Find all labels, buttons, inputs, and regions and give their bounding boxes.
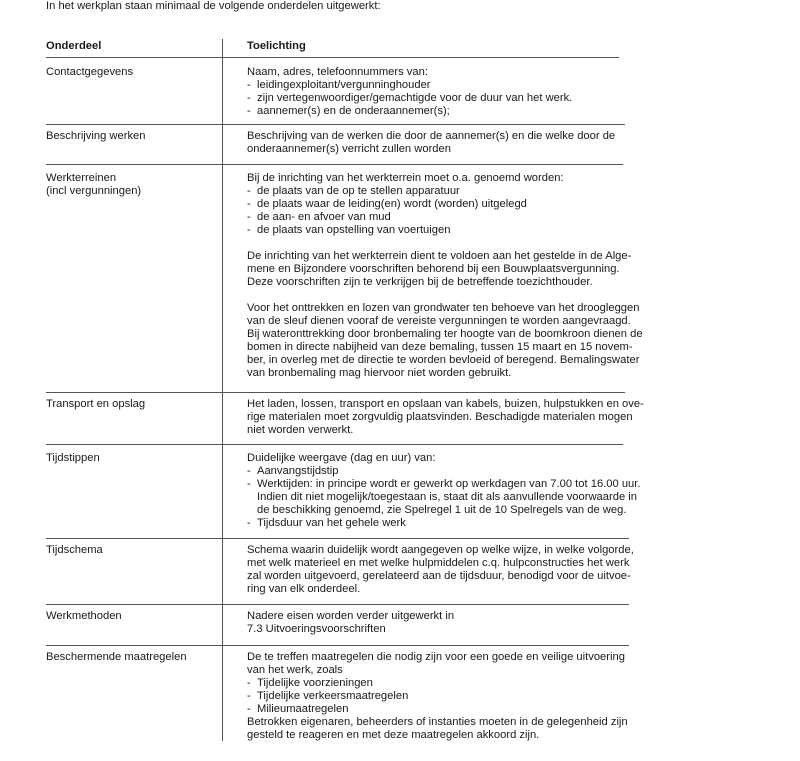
explanation-line: niet worden verwerkt.: [247, 424, 354, 436]
paragraph-gap: [247, 237, 642, 250]
row-rule: [46, 164, 623, 165]
bullet-text: de plaats van de op te stellen apparatuur: [257, 185, 460, 197]
explanation-line: met welk materieel en met welke hulpmiddelen c.q. hulpconstructies het werk: [247, 557, 630, 569]
row-explanation: [247, 66, 642, 118]
explanation-line: Beschrijving van de werken die door de aannemer(s) en die welke door de: [247, 130, 616, 142]
explanation-line: Nadere eisen worden verder uitgewerkt in: [247, 610, 455, 622]
explanation-line: mene en Bijzondere voorschriften behorend bij een Bouwplaatsvergunning.: [247, 263, 620, 275]
bullet-text: de aan- en afvoer van mud: [257, 211, 391, 223]
bullet-continuation: de beschikking genoemd, zie Spelregel 1 uit de 10 Spelregels van de weg.: [257, 504, 627, 516]
explanation-line: Duidelijke weergave (dag en uur) van:: [247, 452, 436, 464]
bullet-item: [247, 478, 642, 491]
row-explanation: [247, 398, 642, 437]
explanation-line: gesteld te reageren en met deze maatregelen akkoord zijn.: [247, 729, 540, 741]
dash-bullet-icon: -: [247, 211, 251, 223]
bullet-item: [247, 517, 642, 530]
intro-text: In het werkplan staan minimaal de volgende onderdelen uitgewerkt:: [46, 0, 381, 12]
explanation-line: De inrichting van het werkterrein dient te voldoen aan het gestelde in de Alge-: [247, 250, 632, 262]
bullet-text: de plaats waar de leiding(en) wordt (worden) uitgelegd: [257, 198, 527, 210]
row-label-line: Beschrijving werken: [46, 130, 146, 142]
row-label: [46, 130, 216, 143]
paragraph-gap: [247, 289, 642, 302]
row-rule: [46, 444, 623, 445]
explanation-line: van het werk, zoals: [247, 664, 343, 676]
dash-bullet-icon: -: [247, 478, 251, 490]
bullet-continuation: Indien dit niet mogelijk/toegestaan is, staat dit als aanvullende voorwaarde in: [257, 491, 637, 503]
explanation-line: Voor het onttrekken en lozen van grondwater ten behoeve van het droogleggen: [247, 302, 640, 314]
explanation-line: ber, in overleg met de directie te worden bevloeid of beregend. Bemalingswater: [247, 354, 640, 366]
bullet-item: [247, 92, 642, 105]
dash-bullet-icon: -: [247, 677, 251, 689]
row-explanation: [247, 610, 642, 636]
explanation-line: bomen in directe nabijheid van deze bemaling, tussen 15 maart en 15 novem-: [247, 341, 633, 353]
explanation-line: van de sleuf dienen vooraf de vereiste vergunningen te worden aangevraagd.: [247, 315, 631, 327]
bullet-item: [247, 105, 642, 118]
bullet-text: Tijdelijke verkeersmaatregelen: [257, 690, 409, 702]
explanation-line: De te treffen maatregelen die nodig zijn voor een goede en veilige uitvoering: [247, 651, 625, 663]
explanation-line: Bij de inrichting van het werkterrein moet o.a. genoemd worden:: [247, 172, 564, 184]
bullet-item: [247, 690, 642, 703]
row-label: [46, 544, 216, 557]
dash-bullet-icon: -: [247, 105, 251, 117]
explanation-line: van bronbemaling mag hiervoor niet worden gebruikt.: [247, 367, 512, 379]
row-rule: [46, 538, 629, 539]
bullet-item: [247, 198, 642, 211]
explanation-line: Deze voorschriften zijn te verkrijgen bij de betreffende toezichthouder.: [247, 276, 593, 288]
bullet-item: [247, 211, 642, 224]
row-rule: [46, 645, 629, 646]
explanation-line: Schema waarin duidelijk wordt aangegeven op welke wijze, in welke volgorde,: [247, 544, 634, 556]
dash-bullet-icon: -: [247, 185, 251, 197]
row-label: [46, 610, 216, 623]
row-explanation: [247, 172, 642, 380]
row-explanation: [247, 130, 642, 156]
row-rule: [46, 604, 629, 605]
bullet-text: Tijdelijke voorzieningen: [257, 677, 373, 689]
bullet-item: [247, 185, 642, 198]
row-explanation: [247, 651, 642, 742]
column-divider: [222, 39, 223, 741]
row-label: [46, 452, 216, 465]
bullet-text: aannemer(s) en de onderaannemer(s);: [257, 105, 450, 117]
column-header-toelichting: Toelichting: [247, 40, 306, 52]
explanation-line: 7.3 Uitvoeringsvoorschriften: [247, 623, 386, 635]
row-label: [46, 66, 216, 79]
row-rule: [46, 124, 625, 125]
row-label: [46, 172, 216, 198]
explanation-line: Naam, adres, telefoonnummers van:: [247, 66, 428, 78]
row-label-line: Tijdschema: [46, 544, 103, 556]
dash-bullet-icon: -: [247, 79, 251, 91]
row-label-line: Beschermende maatregelen: [46, 651, 187, 663]
row-label-line: Transport en opslag: [46, 398, 146, 410]
dash-bullet-icon: -: [247, 92, 251, 104]
bullet-text: Tijdsduur van het gehele werk: [257, 517, 406, 529]
bullet-item: [247, 79, 642, 92]
dash-bullet-icon: -: [247, 703, 251, 715]
dash-bullet-icon: -: [247, 517, 251, 529]
dash-bullet-icon: -: [247, 198, 251, 210]
explanation-line: Betrokken eigenaren, beheerders of instanties moeten in de gelegenheid zijn: [247, 716, 628, 728]
bullet-item: [247, 465, 642, 478]
row-label-line: Werkmethoden: [46, 610, 122, 622]
bullet-text: Werktijden: in principe wordt er gewerkt op werkdagen van 7.00 tot 16.00 uur.: [257, 478, 641, 490]
bullet-item: [247, 224, 642, 237]
row-label-line: Contactgegevens: [46, 66, 134, 78]
bullet-text: zijn vertegenwoordiger/gemachtigde voor de duur van het werk.: [257, 92, 573, 104]
explanation-line: onderaannemer(s) verricht zullen worden: [247, 143, 451, 155]
bullet-item: [247, 703, 642, 716]
row-explanation: [247, 452, 642, 530]
dash-bullet-icon: -: [247, 224, 251, 236]
explanation-line: zal worden uitgevoerd, gerelateerd aan de tijdsduur, benodigd voor de uitvoe-: [247, 570, 631, 582]
row-label: [46, 651, 216, 664]
bullet-text: de plaats van opstelling van voertuigen: [257, 224, 451, 236]
explanation-line: rige materialen moet zorgvuldig plaatsvinden. Beschadigde materialen mogen: [247, 411, 633, 423]
explanation-line: Bij wateronttrekking door bronbemaling ter hoogte van de boomkroon dienen de: [247, 328, 643, 340]
column-header-onderdeel: Onderdeel: [46, 40, 102, 52]
dash-bullet-icon: -: [247, 465, 251, 477]
row-label-line: Tijdstippen: [46, 452, 100, 464]
row-rule: [46, 392, 625, 393]
row-label-line: (incl vergunningen): [46, 185, 142, 197]
header-rule: [46, 57, 619, 58]
bullet-text: Milieumaatregelen: [257, 703, 349, 715]
bullet-item: [247, 677, 642, 690]
row-label: [46, 398, 216, 411]
bullet-text: leidingexploitant/vergunninghouder: [257, 79, 431, 91]
row-label-line: Werkterreinen: [46, 172, 117, 184]
dash-bullet-icon: -: [247, 690, 251, 702]
explanation-line: Het laden, lossen, transport en opslaan van kabels, buizen, hulpstukken en ove-: [247, 398, 644, 410]
explanation-line: ring van elk onderdeel.: [247, 583, 361, 595]
bullet-text: Aanvangstijdstip: [257, 465, 339, 477]
row-explanation: [247, 544, 642, 596]
